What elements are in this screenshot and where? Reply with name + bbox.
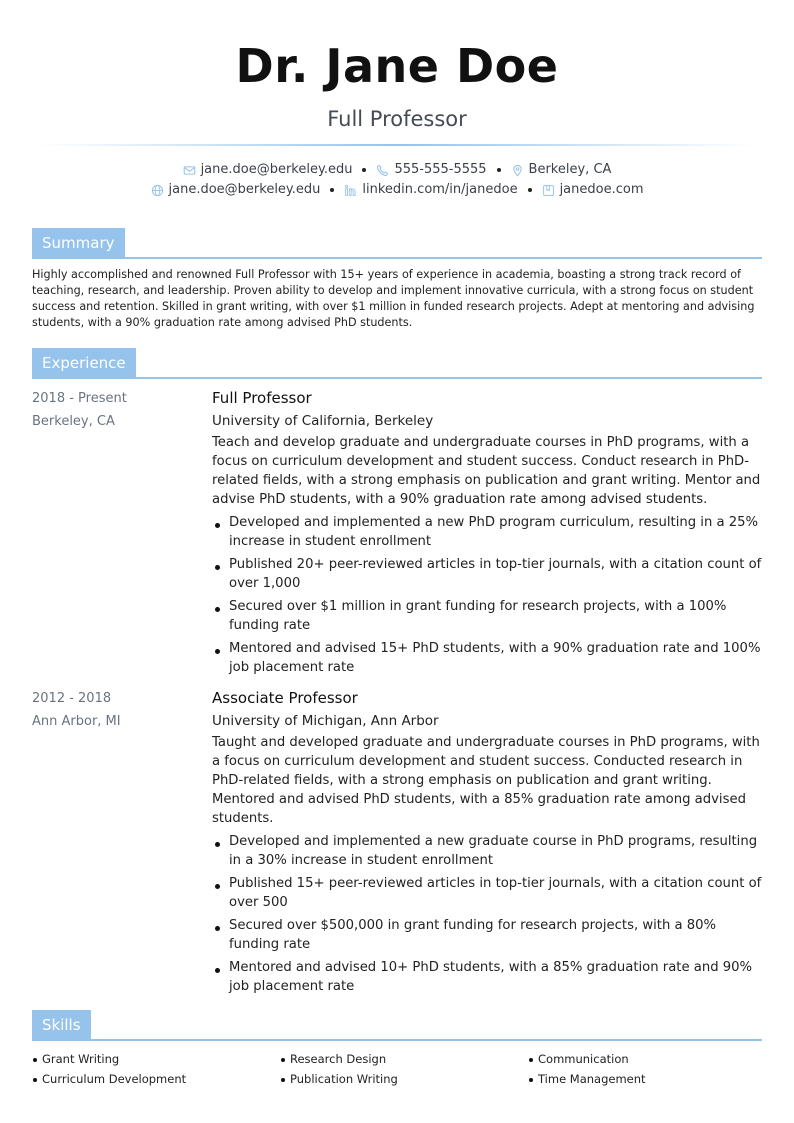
skill-item: Research Design bbox=[280, 1049, 528, 1069]
summary-section bbox=[32, 228, 762, 331]
candidate-name: Dr. Jane Doe bbox=[235, 39, 559, 93]
candidate-title: Full Professor bbox=[327, 107, 467, 131]
job-location: Berkeley, CA bbox=[32, 414, 115, 429]
job-dates: 2018 - Present bbox=[32, 391, 127, 406]
list-item: Developed and implemented a new PhD program curriculum, resulting in a 25% increase in student enrollment bbox=[212, 513, 762, 551]
separator-dot bbox=[330, 188, 334, 192]
contact-info bbox=[0, 160, 794, 200]
job-location: Ann Arbor, MI bbox=[32, 714, 121, 729]
skill-item: Time Management bbox=[528, 1069, 762, 1089]
job-title: Full Professor bbox=[212, 389, 312, 407]
globe-icon bbox=[151, 184, 164, 197]
contact-web-email[interactable]: jane.doe@berkeley.edu bbox=[151, 180, 321, 200]
skill-item: Communication bbox=[528, 1049, 762, 1069]
list-item: Developed and implemented a new graduate course in PhD programs, resulting in a 30% increase in student enrollment bbox=[212, 832, 762, 870]
list-item: Mentored and advised 15+ PhD students, with a 90% graduation rate and 100% job placement rate bbox=[212, 639, 762, 677]
achievement-list bbox=[212, 513, 762, 677]
resume-header bbox=[0, 0, 794, 146]
job-organization: University of Michigan, Ann Arbor bbox=[212, 713, 439, 729]
list-item: Secured over $500,000 in grant funding for research projects, with a 80% funding rate bbox=[212, 916, 762, 954]
skill-item: Publication Writing bbox=[280, 1069, 528, 1089]
list-item: Mentored and advised 10+ PhD students, with a 85% graduation rate and 90% job placement rate bbox=[212, 958, 762, 996]
achievement-list bbox=[212, 832, 762, 996]
job-organization: University of California, Berkeley bbox=[212, 413, 434, 429]
job-details bbox=[212, 387, 762, 677]
contact-location: Berkeley, CA bbox=[511, 160, 612, 180]
contact-website[interactable]: janedoe.com bbox=[542, 180, 644, 200]
location-icon bbox=[511, 164, 524, 177]
job-description: Teach and develop graduate and undergraduate courses in PhD programs, with a focus on curriculum development and student success. Conduct research in PhD-related fields, with a strong emphasis on publication and grant writing. Mentor and advise PhD students, with a 90% graduation rate among advised students. bbox=[212, 435, 761, 507]
contact-linkedin[interactable]: linkedin.com/in/janedoe bbox=[344, 180, 517, 200]
website-icon bbox=[542, 184, 555, 197]
list-item: Secured over $1 million in grant funding for research projects, with a 100% funding rate bbox=[212, 597, 762, 635]
summary-header bbox=[32, 228, 762, 259]
skills-header bbox=[32, 1010, 762, 1041]
skills-list bbox=[32, 1049, 762, 1089]
job-description: Taught and developed graduate and undergraduate courses in PhD programs, with a focus on curriculum development and student success. Conducted research in PhD-related fields, with a strong emphasis on publication and grant writing. Mentored and advised PhD students, with a 85% graduation rate among advised students. bbox=[212, 735, 760, 826]
skill-item: Curriculum Development bbox=[32, 1069, 280, 1089]
section-title: Summary bbox=[32, 228, 125, 259]
skill-item: Grant Writing bbox=[32, 1049, 280, 1069]
contact-email[interactable]: jane.doe@berkeley.edu bbox=[183, 160, 353, 180]
job-entry bbox=[32, 687, 762, 996]
summary-text: Highly accomplished and renowned Full Professor with 15+ years of experience in academia, boasting a strong track record of teaching, research, and leadership. Proven ability to develop and implement innovative curricula, with a strong focus on student success and retention. Skilled in grant writing, with over $1 million in funded research projects. Adept at mentoring and advising students, with a 90% graduation rate among advised PhD students. bbox=[32, 268, 755, 329]
contact-row-1 bbox=[0, 160, 794, 180]
contact-phone[interactable]: 555-555-5555 bbox=[376, 160, 486, 180]
phone-icon bbox=[376, 164, 389, 177]
skills-section bbox=[32, 1010, 762, 1089]
job-meta bbox=[32, 387, 202, 433]
contact-row-2 bbox=[0, 180, 794, 200]
list-item: Published 20+ peer-reviewed articles in top-tier journals, with a citation count of over 1,000 bbox=[212, 555, 762, 593]
mail-icon bbox=[183, 164, 196, 177]
job-meta bbox=[32, 687, 202, 733]
separator-dot bbox=[497, 168, 501, 172]
job-entry bbox=[32, 387, 762, 677]
separator-dot bbox=[362, 168, 366, 172]
job-details bbox=[212, 687, 762, 996]
experience-section bbox=[32, 348, 762, 1000]
section-title: Skills bbox=[32, 1010, 91, 1041]
job-dates: 2012 - 2018 bbox=[32, 691, 112, 706]
header-divider bbox=[37, 144, 757, 146]
linkedin-icon bbox=[344, 184, 357, 197]
experience-header bbox=[32, 348, 762, 379]
separator-dot bbox=[528, 188, 532, 192]
job-title: Associate Professor bbox=[212, 689, 358, 707]
list-item: Published 15+ peer-reviewed articles in top-tier journals, with a citation count of over 500 bbox=[212, 874, 762, 912]
section-title: Experience bbox=[32, 348, 136, 379]
